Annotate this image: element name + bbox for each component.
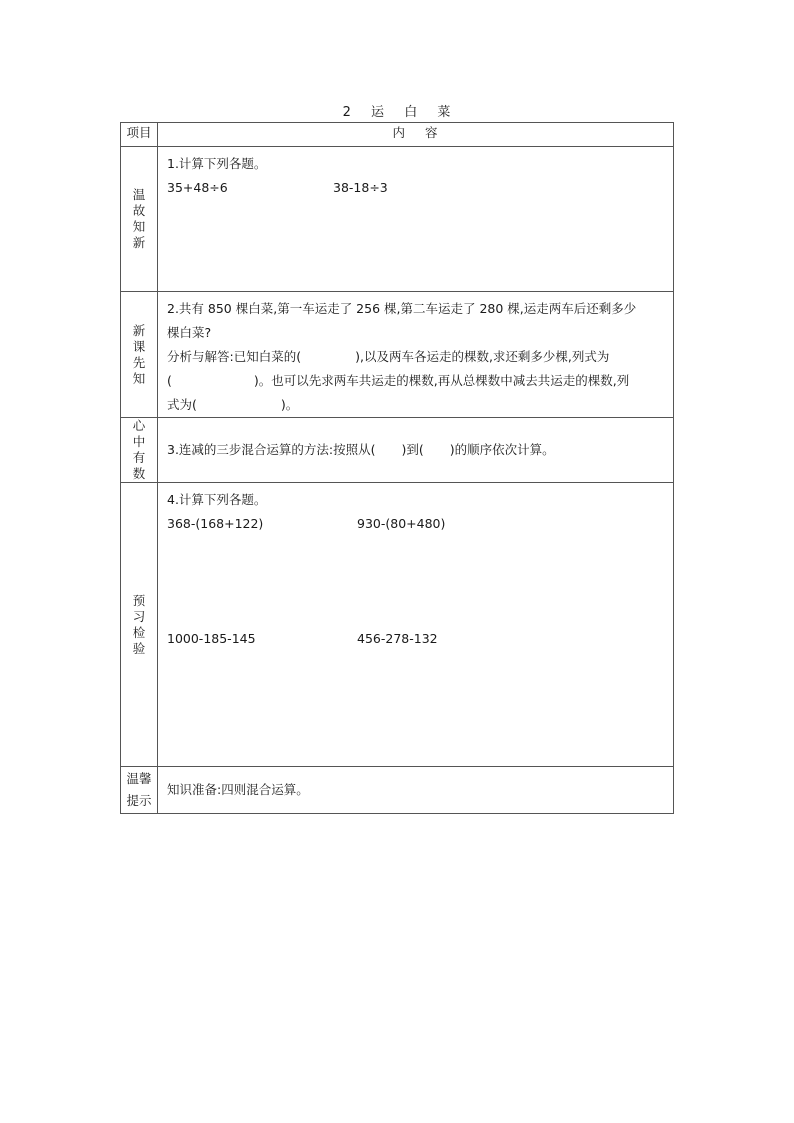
problem-text: 2.共有 850 棵白菜,第一车运走了 256 棵,第二车运走了 280 棵,运走两车后还剩多少 — [167, 301, 637, 316]
review-expression: 35+48÷6 — [167, 180, 228, 195]
header-item-label: 项目 — [121, 123, 158, 147]
practice-content — [158, 483, 674, 767]
new-lesson-label: 新 课 先 知 — [121, 292, 158, 418]
practice-expression: 930-(80+480) — [357, 516, 446, 531]
analysis-text: 式为( )。 — [167, 397, 299, 412]
tip-content — [158, 767, 674, 814]
summary-label: 心 中 有 数 — [121, 418, 158, 483]
summary-row — [121, 418, 674, 483]
summary-text: 3.连减的三步混合运算的方法:按照从( )到( )的顺序依次计算。 — [167, 442, 555, 457]
page-title: 2 运 白 菜 — [342, 105, 452, 120]
practice-row — [121, 483, 674, 767]
practice-expression: 368-(168+122) — [167, 516, 264, 531]
summary-content — [158, 418, 674, 483]
tip-label: 温馨 提示 — [121, 767, 158, 814]
worksheet-table — [120, 122, 674, 814]
review-heading: 1.计算下列各题。 — [167, 156, 267, 171]
header-content-label: 内 容 — [158, 123, 674, 147]
practice-heading: 4.计算下列各题。 — [167, 492, 267, 507]
review-row — [121, 147, 674, 292]
analysis-text: 分析与解答:已知白菜的( ),以及两车各运走的棵数,求还剩多少棵,列式为 — [167, 349, 610, 364]
new-lesson-row — [121, 292, 674, 418]
header-row — [121, 123, 674, 147]
analysis-text: ( )。也可以先求两车共运走的棵数,再从总棵数中减去共运走的棵数,列 — [167, 373, 630, 388]
problem-text: 棵白菜? — [167, 325, 212, 340]
practice-label: 预 习 检 验 — [121, 483, 158, 767]
review-expression: 38-18÷3 — [333, 180, 388, 195]
review-content — [158, 147, 674, 292]
new-lesson-content — [158, 292, 674, 418]
practice-expression: 1000-185-145 — [167, 631, 256, 646]
tip-text: 知识准备:四则混合运算。 — [167, 782, 309, 797]
tip-row — [121, 767, 674, 814]
practice-expression: 456-278-132 — [357, 631, 438, 646]
review-label: 温 故 知 新 — [121, 147, 158, 292]
